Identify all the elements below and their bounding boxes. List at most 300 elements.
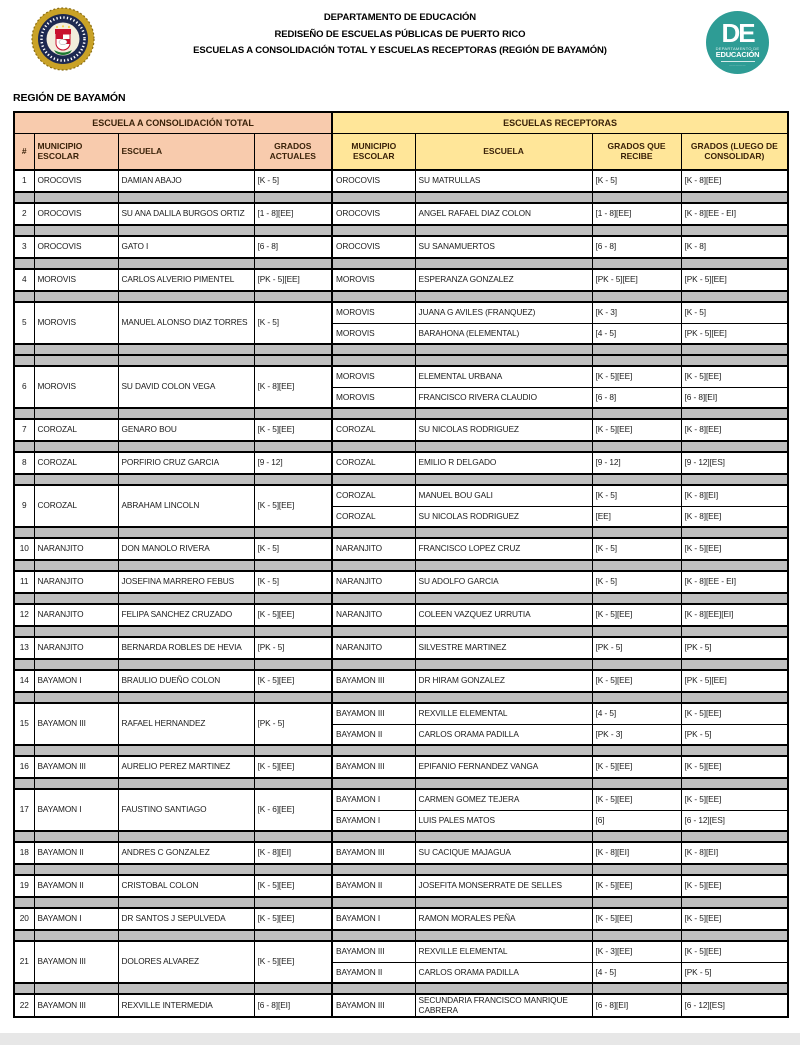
cell-grados-luego: [K - 5][EE] (681, 538, 788, 560)
cell-grados-luego: [K - 5][EE] (681, 703, 788, 724)
separator-row (14, 258, 788, 269)
cell-grados-recibe: [6 - 8][EI] (592, 994, 681, 1017)
separator-cell (14, 355, 34, 366)
cell-grados-recibe: [K - 5][EE] (592, 908, 681, 930)
de-logo-name: EDUCACIÓN (715, 50, 760, 59)
separator-cell (254, 441, 332, 452)
separator-cell (14, 291, 34, 302)
cell-grados-luego: [K - 8][EI] (681, 485, 788, 506)
cell-grados-recibe: [6 - 8] (592, 387, 681, 408)
separator-cell (34, 474, 118, 485)
separator-cell (34, 355, 118, 366)
separator-cell (681, 897, 788, 908)
cell-grados-recibe: [PK - 5] (592, 637, 681, 659)
table-row (14, 269, 788, 291)
cell-escuela-consolidacion: JOSEFINA MARRERO FEBUS (118, 571, 254, 593)
cell-grados-luego: [K - 8][EE][EI] (681, 604, 788, 626)
cell-municipio-receptora: BAYAMON III (332, 703, 415, 724)
separator-cell (254, 983, 332, 994)
de-logo-rule (721, 61, 755, 62)
separator-cell (14, 474, 34, 485)
cell-municipio-receptora: MOROVIS (332, 269, 415, 291)
separator-cell (254, 745, 332, 756)
cell-num: 12 (14, 604, 34, 626)
header-line-1: DEPARTAMENTO DE EDUCACIÓN (323, 12, 477, 23)
cell-municipio-consolidacion: NARANJITO (34, 571, 118, 593)
cell-escuela-consolidacion: DOLORES ALVAREZ (118, 941, 254, 983)
separator-cell (254, 593, 332, 604)
col-header-municipio-1: MUNICIPIO ESCOLAR (34, 133, 118, 170)
cell-grados-luego: [PK - 5][EE] (681, 269, 788, 291)
cell-escuela-receptora: SU ADOLFO GARCIA (415, 571, 592, 593)
separator-cell (118, 192, 254, 203)
cell-grados-recibe: [K - 5][EE] (592, 419, 681, 441)
cell-grados-recibe: [K - 5] (592, 170, 681, 192)
cell-grados-actuales: [K - 5] (254, 571, 332, 593)
cell-escuela-receptora: ELEMENTAL URBANA (415, 366, 592, 387)
separator-cell (254, 355, 332, 366)
cell-grados-luego: [PK - 5][EE] (681, 323, 788, 344)
document-header (130, 10, 670, 60)
separator-row (14, 344, 788, 355)
separator-cell (254, 258, 332, 269)
table-row (14, 604, 788, 626)
cell-escuela-receptora: SU NICOLAS RODRIGUEZ (415, 419, 592, 441)
separator-cell (592, 355, 681, 366)
cell-municipio-consolidacion: COROZAL (34, 419, 118, 441)
separator-cell (34, 560, 118, 571)
col-header-grados-recibe: GRADOS QUE RECIBE (592, 133, 681, 170)
cell-grados-actuales: [K - 5][EE] (254, 419, 332, 441)
cell-num: 15 (14, 703, 34, 745)
cell-escuela-receptora: SU CACIQUE MAJAGUA (415, 842, 592, 864)
cell-grados-recibe: [K - 3] (592, 302, 681, 323)
cell-escuela-receptora: CARLOS ORAMA PADILLA (415, 724, 592, 745)
table-row (14, 302, 788, 323)
separator-cell (14, 593, 34, 604)
cell-escuela-receptora: REXVILLE ELEMENTAL (415, 941, 592, 962)
cell-grados-luego: [K - 8][EI] (681, 842, 788, 864)
cell-municipio-receptora: BAYAMON II (332, 875, 415, 897)
cell-grados-luego: [6 - 12][ES] (681, 810, 788, 831)
cell-escuela-consolidacion: MANUEL ALONSO DIAZ TORRES (118, 302, 254, 344)
cell-grados-actuales: [PK - 5] (254, 637, 332, 659)
cell-num: 19 (14, 875, 34, 897)
separator-cell (254, 192, 332, 203)
separator-cell (254, 560, 332, 571)
cell-municipio-consolidacion: OROCOVIS (34, 236, 118, 258)
cell-municipio-receptora: NARANJITO (332, 571, 415, 593)
cell-grados-luego: [K - 8][EE - EI] (681, 571, 788, 593)
separator-cell (254, 897, 332, 908)
separator-cell (332, 659, 415, 670)
table-row (14, 485, 788, 506)
cell-municipio-consolidacion: BAYAMON II (34, 875, 118, 897)
cell-escuela-consolidacion: DON MANOLO RIVERA (118, 538, 254, 560)
separator-row (14, 291, 788, 302)
table-row (14, 842, 788, 864)
departamento-educacion-logo-icon (706, 11, 769, 74)
separator-cell (34, 778, 118, 789)
table-row (14, 170, 788, 192)
separator-cell (254, 527, 332, 538)
separator-cell (592, 897, 681, 908)
separator-cell (332, 192, 415, 203)
cell-grados-luego: [PK - 5] (681, 637, 788, 659)
separator-row (14, 527, 788, 538)
separator-cell (332, 441, 415, 452)
cell-escuela-receptora: MANUEL BOU GALI (415, 485, 592, 506)
cell-grados-recibe: [K - 5][EE] (592, 670, 681, 692)
separator-cell (14, 983, 34, 994)
separator-cell (681, 831, 788, 842)
separator-cell (118, 778, 254, 789)
cell-escuela-receptora: FRANCISCO RIVERA CLAUDIO (415, 387, 592, 408)
cell-escuela-consolidacion: AURELIO PEREZ MARTINEZ (118, 756, 254, 778)
separator-cell (415, 593, 592, 604)
cell-num: 10 (14, 538, 34, 560)
separator-cell (415, 659, 592, 670)
separator-cell (118, 983, 254, 994)
separator-cell (254, 831, 332, 842)
cell-escuela-receptora: SU MATRULLAS (415, 170, 592, 192)
cell-escuela-receptora: RAMON MORALES PEÑA (415, 908, 592, 930)
cell-num: 9 (14, 485, 34, 527)
cell-municipio-consolidacion: NARANJITO (34, 604, 118, 626)
separator-cell (681, 778, 788, 789)
cell-grados-recibe: [K - 5][EE] (592, 789, 681, 810)
separator-row (14, 560, 788, 571)
cell-municipio-receptora: NARANJITO (332, 538, 415, 560)
cell-escuela-consolidacion: ANDRES C GONZALEZ (118, 842, 254, 864)
cell-escuela-consolidacion: GATO I (118, 236, 254, 258)
cell-grados-luego: [K - 8][EE] (681, 170, 788, 192)
separator-cell (34, 897, 118, 908)
region-title: REGIÓN DE BAYAMÓN (13, 92, 126, 104)
separator-cell (34, 225, 118, 236)
cell-grados-recibe: [K - 5] (592, 571, 681, 593)
separator-cell (14, 897, 34, 908)
cell-grados-recibe: [PK - 3] (592, 724, 681, 745)
cell-grados-actuales: [K - 5][EE] (254, 485, 332, 527)
cell-grados-actuales: [9 - 12] (254, 452, 332, 474)
col-header-grados-actuales: GRADOS ACTUALES (254, 133, 332, 170)
cell-escuela-receptora: LUIS PALES MATOS (415, 810, 592, 831)
cell-grados-luego: [PK - 5] (681, 724, 788, 745)
separator-cell (34, 291, 118, 302)
separator-row (14, 745, 788, 756)
cell-num: 14 (14, 670, 34, 692)
cell-municipio-receptora: COROZAL (332, 485, 415, 506)
separator-cell (415, 778, 592, 789)
cell-escuela-receptora: EPIFANIO FERNANDEZ VANGA (415, 756, 592, 778)
schools-table (13, 111, 789, 1018)
separator-cell (254, 291, 332, 302)
cell-grados-recibe: [K - 5][EE] (592, 875, 681, 897)
separator-cell (34, 659, 118, 670)
separator-cell (332, 831, 415, 842)
cell-escuela-receptora: SECUNDARIA FRANCISCO MANRIQUE CABRERA (415, 994, 592, 1017)
cell-grados-luego: [PK - 5] (681, 962, 788, 983)
table-row (14, 875, 788, 897)
separator-cell (254, 408, 332, 419)
separator-cell (415, 864, 592, 875)
cell-num: 20 (14, 908, 34, 930)
cell-escuela-receptora: ANGEL RAFAEL DIAZ COLON (415, 203, 592, 225)
separator-cell (118, 659, 254, 670)
separator-cell (118, 408, 254, 419)
cell-grados-luego: [9 - 12][ES] (681, 452, 788, 474)
separator-cell (415, 441, 592, 452)
cell-municipio-receptora: MOROVIS (332, 387, 415, 408)
table-row (14, 994, 788, 1017)
separator-row (14, 225, 788, 236)
cell-municipio-consolidacion: BAYAMON I (34, 908, 118, 930)
separator-cell (14, 778, 34, 789)
table-row (14, 789, 788, 810)
separator-cell (34, 192, 118, 203)
cell-grados-actuales: [K - 5] (254, 538, 332, 560)
cell-grados-recibe: [K - 5][EE] (592, 604, 681, 626)
cell-grados-actuales: [1 - 8][EE] (254, 203, 332, 225)
cell-escuela-receptora: FRANCISCO LOPEZ CRUZ (415, 538, 592, 560)
separator-cell (254, 659, 332, 670)
separator-cell (681, 225, 788, 236)
de-logo-small-line: DEPARTAMENTO DE (715, 46, 760, 51)
separator-cell (118, 527, 254, 538)
cell-grados-recibe: [K - 3][EE] (592, 941, 681, 962)
separator-cell (681, 593, 788, 604)
puerto-rico-government-seal-icon (30, 6, 96, 72)
separator-cell (34, 692, 118, 703)
separator-cell (592, 291, 681, 302)
separator-cell (592, 778, 681, 789)
cell-num: 21 (14, 941, 34, 983)
cell-escuela-consolidacion: SU DAVID COLON VEGA (118, 366, 254, 408)
separator-cell (332, 355, 415, 366)
separator-cell (681, 692, 788, 703)
table-row (14, 538, 788, 560)
cell-grados-actuales: [K - 5][EE] (254, 941, 332, 983)
separator-cell (118, 692, 254, 703)
cell-num: 1 (14, 170, 34, 192)
cell-num: 16 (14, 756, 34, 778)
separator-cell (118, 344, 254, 355)
cell-escuela-consolidacion: DAMIAN ABAJO (118, 170, 254, 192)
cell-grados-actuales: [K - 5][EE] (254, 875, 332, 897)
separator-row (14, 864, 788, 875)
table-row (14, 366, 788, 387)
cell-escuela-receptora: SU NICOLAS RODRIGUEZ (415, 506, 592, 527)
separator-cell (415, 745, 592, 756)
cell-grados-actuales: [K - 8][EI] (254, 842, 332, 864)
separator-cell (681, 864, 788, 875)
cell-grados-luego: [K - 5][EE] (681, 908, 788, 930)
table-row (14, 419, 788, 441)
separator-cell (34, 626, 118, 637)
separator-cell (34, 408, 118, 419)
cell-grados-actuales: [K - 8][EE] (254, 366, 332, 408)
cell-escuela-consolidacion: BERNARDA ROBLES DE HEVIA (118, 637, 254, 659)
separator-cell (14, 930, 34, 941)
table-row (14, 941, 788, 962)
separator-cell (592, 225, 681, 236)
separator-cell (681, 408, 788, 419)
separator-cell (681, 745, 788, 756)
separator-cell (254, 692, 332, 703)
separator-row (14, 474, 788, 485)
cell-num: 7 (14, 419, 34, 441)
separator-cell (592, 474, 681, 485)
separator-cell (415, 527, 592, 538)
cell-municipio-receptora: COROZAL (332, 452, 415, 474)
separator-cell (415, 983, 592, 994)
separator-cell (415, 408, 592, 419)
separator-cell (592, 864, 681, 875)
cell-municipio-receptora: NARANJITO (332, 604, 415, 626)
cell-num: 17 (14, 789, 34, 831)
cell-escuela-receptora: REXVILLE ELEMENTAL (415, 703, 592, 724)
cell-municipio-consolidacion: BAYAMON I (34, 670, 118, 692)
cell-municipio-receptora: BAYAMON II (332, 724, 415, 745)
separator-cell (681, 192, 788, 203)
separator-cell (118, 897, 254, 908)
cell-grados-recibe: [4 - 5] (592, 962, 681, 983)
separator-cell (415, 692, 592, 703)
separator-cell (14, 831, 34, 842)
cell-grados-luego: [K - 5][EE] (681, 756, 788, 778)
cell-municipio-consolidacion: NARANJITO (34, 538, 118, 560)
separator-cell (34, 258, 118, 269)
cell-municipio-receptora: OROCOVIS (332, 203, 415, 225)
separator-cell (332, 593, 415, 604)
separator-row (14, 408, 788, 419)
separator-cell (14, 258, 34, 269)
separator-cell (592, 560, 681, 571)
table-row (14, 203, 788, 225)
separator-cell (332, 745, 415, 756)
separator-cell (118, 930, 254, 941)
separator-cell (14, 527, 34, 538)
page-bottom-edge (0, 1033, 800, 1045)
cell-grados-recibe: [K - 8][EI] (592, 842, 681, 864)
col-header-municipio-2: MUNICIPIO ESCOLAR (332, 133, 415, 170)
cell-grados-recibe: [K - 5] (592, 538, 681, 560)
separator-cell (592, 659, 681, 670)
cell-escuela-consolidacion: CRISTOBAL COLON (118, 875, 254, 897)
separator-cell (332, 291, 415, 302)
cell-escuela-receptora: EMILIO R DELGADO (415, 452, 592, 474)
separator-cell (34, 983, 118, 994)
table-row (14, 571, 788, 593)
separator-cell (415, 831, 592, 842)
cell-grados-recibe: [1 - 8][EE] (592, 203, 681, 225)
separator-cell (14, 626, 34, 637)
cell-municipio-consolidacion: BAYAMON III (34, 941, 118, 983)
cell-municipio-receptora: MOROVIS (332, 366, 415, 387)
separator-cell (681, 355, 788, 366)
separator-cell (14, 441, 34, 452)
cell-num: 3 (14, 236, 34, 258)
separator-cell (415, 192, 592, 203)
separator-cell (415, 897, 592, 908)
cell-municipio-receptora: NARANJITO (332, 637, 415, 659)
table-row (14, 756, 788, 778)
separator-cell (592, 831, 681, 842)
cell-grados-actuales: [K - 5][EE] (254, 756, 332, 778)
cell-grados-luego: [K - 5][EE] (681, 941, 788, 962)
cell-escuela-consolidacion: FAUSTINO SANTIAGO (118, 789, 254, 831)
separator-cell (592, 192, 681, 203)
separator-cell (332, 626, 415, 637)
cell-municipio-receptora: BAYAMON I (332, 810, 415, 831)
separator-row (14, 593, 788, 604)
separator-cell (332, 778, 415, 789)
separator-cell (415, 258, 592, 269)
cell-grados-actuales: [K - 5][EE] (254, 604, 332, 626)
cell-municipio-consolidacion: OROCOVIS (34, 170, 118, 192)
separator-cell (681, 258, 788, 269)
separator-cell (592, 930, 681, 941)
separator-cell (592, 626, 681, 637)
cell-escuela-consolidacion: RAFAEL HERNANDEZ (118, 703, 254, 745)
separator-cell (254, 344, 332, 355)
separator-cell (332, 692, 415, 703)
header-line-3: ESCUELAS A CONSOLIDACIÓN TOTAL Y ESCUELAS RECEPTORAS (REGIÓN DE BAYAMÓN) (193, 45, 607, 56)
cell-grados-luego: [K - 5][EE] (681, 366, 788, 387)
separator-cell (681, 527, 788, 538)
separator-cell (332, 864, 415, 875)
cell-grados-recibe: [6 - 8] (592, 236, 681, 258)
table-row (14, 452, 788, 474)
separator-cell (332, 344, 415, 355)
cell-escuela-consolidacion: CARLOS ALVERIO PIMENTEL (118, 269, 254, 291)
separator-cell (681, 983, 788, 994)
separator-cell (14, 659, 34, 670)
cell-grados-luego: [K - 8] (681, 236, 788, 258)
cell-grados-recibe: [K - 5][EE] (592, 366, 681, 387)
separator-cell (681, 659, 788, 670)
cell-escuela-receptora: SILVESTRE MARTINEZ (415, 637, 592, 659)
cell-escuela-consolidacion: REXVILLE INTERMEDIA (118, 994, 254, 1017)
cell-escuela-consolidacion: PORFIRIO CRUZ GARCIA (118, 452, 254, 474)
separator-cell (14, 864, 34, 875)
separator-cell (592, 692, 681, 703)
separator-cell (34, 831, 118, 842)
cell-escuela-receptora: BARAHONA (ELEMENTAL) (415, 323, 592, 344)
separator-cell (34, 593, 118, 604)
separator-cell (415, 474, 592, 485)
separator-cell (14, 408, 34, 419)
separator-cell (118, 225, 254, 236)
separator-cell (14, 225, 34, 236)
separator-cell (332, 983, 415, 994)
cell-grados-actuales: [K - 5][EE] (254, 670, 332, 692)
cell-municipio-receptora: BAYAMON III (332, 670, 415, 692)
separator-cell (415, 344, 592, 355)
separator-cell (332, 930, 415, 941)
cell-municipio-receptora: BAYAMON III (332, 941, 415, 962)
separator-cell (34, 864, 118, 875)
separator-cell (34, 441, 118, 452)
cell-escuela-receptora: CARMEN GOMEZ TEJERA (415, 789, 592, 810)
separator-cell (415, 560, 592, 571)
cell-num: 6 (14, 366, 34, 408)
separator-cell (14, 745, 34, 756)
separator-row (14, 692, 788, 703)
cell-grados-recibe: [4 - 5] (592, 323, 681, 344)
separator-cell (118, 560, 254, 571)
